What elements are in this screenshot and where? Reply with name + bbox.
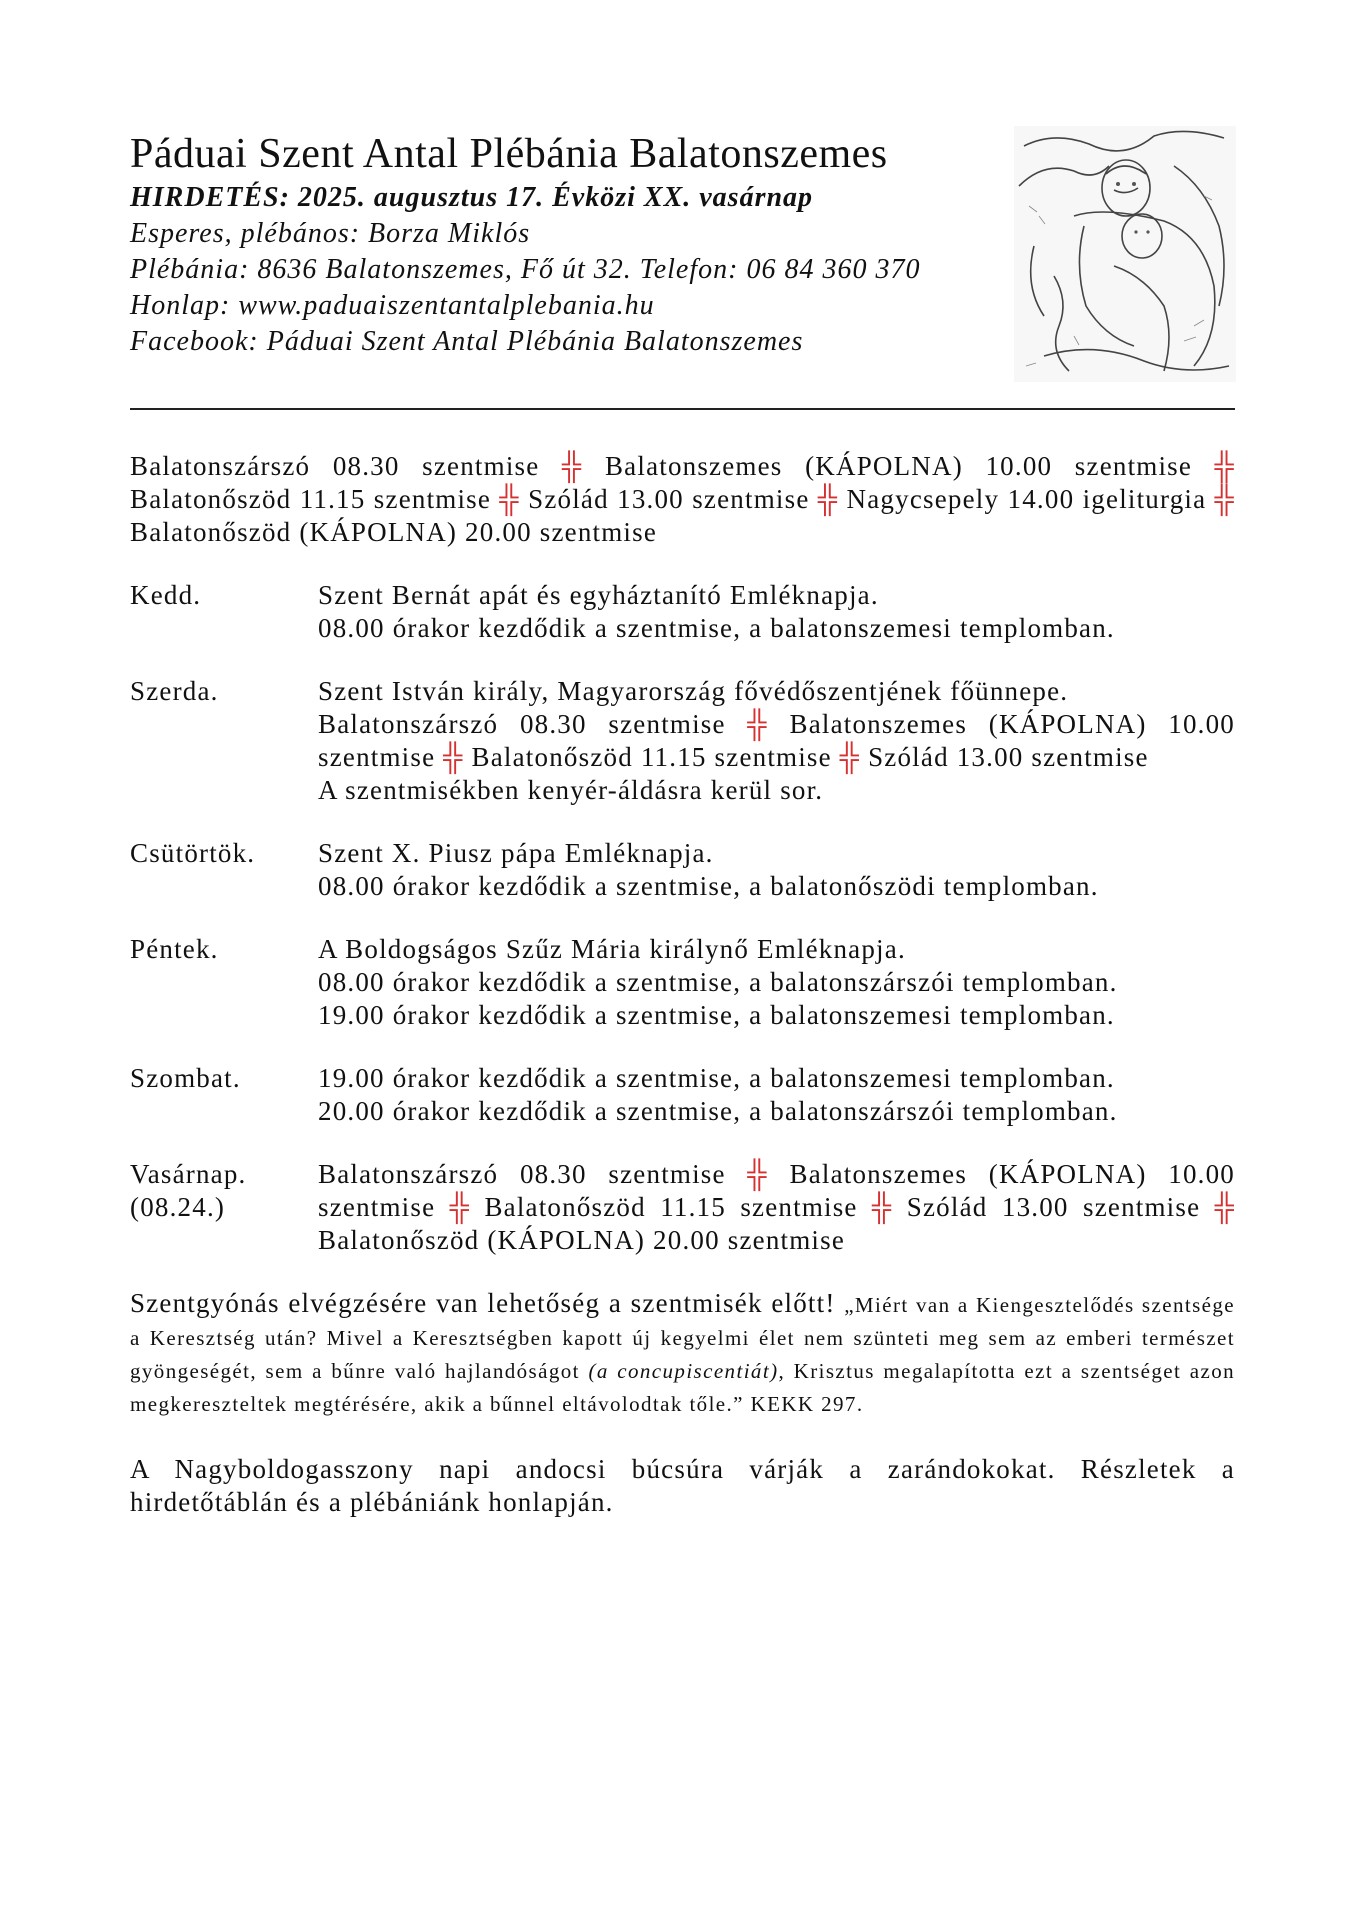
cross-icon: ╬ (1214, 484, 1235, 514)
mass-item: Nagycsepely 14.00 igeliturgia (846, 484, 1207, 514)
cross-icon: ╬ (839, 742, 861, 772)
schedule-line: 19.00 órakor kezdődik a szentmise, a balatonszemesi templomban. (318, 1063, 1115, 1093)
schedule-line: 08.00 órakor kezdődik a szentmise, a balatonszemesi templomban. (318, 613, 1115, 643)
day-label: Csütörtök. (130, 838, 256, 868)
cross-icon: ╬ (499, 484, 520, 514)
header (130, 128, 980, 360)
cross-icon: ╬ (817, 484, 839, 514)
schedule-row-tuesday (130, 579, 1235, 645)
cross-icon: ╬ (747, 709, 768, 739)
cross-icon: ╬ (443, 742, 464, 772)
day-content (318, 675, 1235, 807)
day-label: Szombat. (130, 1063, 241, 1093)
cross-icon: ╬ (1214, 451, 1236, 481)
day-content (318, 1062, 1235, 1128)
schedule-line: 08.00 órakor kezdődik a szentmise, a balatonőszödi templomban. (318, 871, 1099, 901)
schedule-line: Szent Bernát apát és egyháztanító Emléknapja. (318, 580, 879, 610)
mass-item: Szólád 13.00 szentmise (906, 1192, 1201, 1222)
cross-icon: ╬ (872, 1192, 893, 1222)
mass-item: Szólád 13.00 szentmise (528, 484, 810, 514)
quote-text: , Krisztus megalapította ezt a szentséget azon megkereszteltek megtérésére, akik a bűnnel eltávolodtak tőle.” KEKK 297. (130, 1359, 1235, 1416)
mass-item: Balatonőszöd 11.15 szentmise (471, 742, 832, 772)
confession-lead: Szentgyónás elvégzésére van lehetőség a szentmisék előtt! (130, 1288, 836, 1318)
schedule-row-saturday (130, 1062, 1235, 1128)
today-mass-schedule (130, 450, 1235, 549)
cross-icon: ╬ (562, 451, 583, 481)
header-divider (130, 408, 1235, 410)
schedule-line: Szent István király, Magyarország fővédőszentjének főünnepe. (318, 676, 1069, 706)
schedule-line: A Boldogságos Szűz Mária királynő Emléknapja. (318, 934, 906, 964)
bulletin-body (130, 450, 1235, 1549)
day-label (130, 1158, 318, 1257)
mass-item: Balatonszemes (KÁPOLNA) 10.00 szentmise (604, 451, 1193, 481)
day-label: Kedd. (130, 580, 202, 610)
facebook-link[interactable]: Facebook: Páduai Szent Antal Plébánia Balatonszemes (130, 326, 804, 357)
priest-name: Esperes, plébános: Borza Miklós (130, 218, 531, 249)
schedule-row-sunday (130, 1158, 1235, 1257)
cross-icon: ╬ (747, 1159, 768, 1189)
pilgrimage-notice: A Nagyboldogasszony napi andocsi búcsúra várják a zarándokokat. Részletek a hirdetőtáblán és a plébániánk honlapján. (130, 1454, 1235, 1517)
schedule-row-thursday (130, 837, 1235, 903)
schedule-line: 08.00 órakor kezdődik a szentmise, a balatonszárszói templomban. (318, 967, 1118, 997)
quote-italic: (a concupiscentiát) (588, 1359, 779, 1383)
mass-item: Balatonszárszó 08.30 szentmise (130, 451, 540, 481)
mass-list (318, 708, 1235, 774)
website-link[interactable]: Honlap: www.paduaiszentantalplebania.hu (130, 290, 655, 321)
mass-item: Szólád 13.00 szentmise (868, 742, 1149, 772)
schedule-line: 19.00 órakor kezdődik a szentmise, a balatonszemesi templomban. (318, 1000, 1115, 1030)
mass-item: Balatonőszöd 11.15 szentmise (484, 1192, 858, 1222)
mass-item: Balatonőszöd 11.15 szentmise (130, 484, 492, 514)
day-name: Vasárnap. (130, 1159, 247, 1189)
parish-address: Plébánia: 8636 Balatonszemes, Fő út 32. Telefon: 06 84 360 370 (130, 254, 921, 285)
cross-icon: ╬ (1214, 1192, 1236, 1222)
mass-item: Balatonszemes (KÁPOLNA) 10.00 szentmise (318, 709, 1235, 772)
day-content (318, 579, 1235, 645)
mass-item: Balatonőszöd (KÁPOLNA) 20.00 szentmise (318, 1225, 846, 1255)
mass-item: Balatonszárszó 08.30 szentmise (318, 709, 726, 739)
confession-paragraph (130, 1287, 1235, 1419)
saint-anthony-sketch-image (1014, 126, 1236, 382)
parish-title: Páduai Szent Antal Plébánia Balatonszemes (130, 131, 888, 177)
schedule-row-wednesday (130, 675, 1235, 807)
day-content (318, 933, 1235, 1032)
schedule-row-friday (130, 933, 1235, 1032)
day-label: Szerda. (130, 676, 219, 706)
schedule-line: Szent X. Piusz pápa Emléknapja. (318, 838, 714, 868)
mass-item: Balatonőszöd (KÁPOLNA) 20.00 szentmise (130, 517, 658, 547)
schedule-line: 20.00 órakor kezdődik a szentmise, a balatonszárszói templomban. (318, 1096, 1118, 1126)
day-content (318, 837, 1235, 903)
mass-item: Balatonszemes (KÁPOLNA) 10.00 szentmise (318, 1159, 1235, 1222)
cross-icon: ╬ (449, 1192, 471, 1222)
announcement-date: HIRDETÉS: 2025. augusztus 17. Évközi XX. vasárnap (130, 182, 814, 213)
day-label: Péntek. (130, 934, 219, 964)
schedule-note: A szentmisékben kenyér-áldásra kerül sor. (318, 775, 824, 805)
day-date: (08.24.) (130, 1192, 226, 1222)
mass-item: Balatonszárszó 08.30 szentmise (318, 1159, 726, 1189)
quote-text: „Miért van a Kiengesztelődés szentsége a Keresztség után? Mivel a Keresztségben kapott új kegyelmi élet nem szünteti meg sem az emberi természet gyöngeségét, sem a bűnre való hajlandóságot (130, 1293, 1235, 1383)
mass-list (318, 1158, 1235, 1257)
